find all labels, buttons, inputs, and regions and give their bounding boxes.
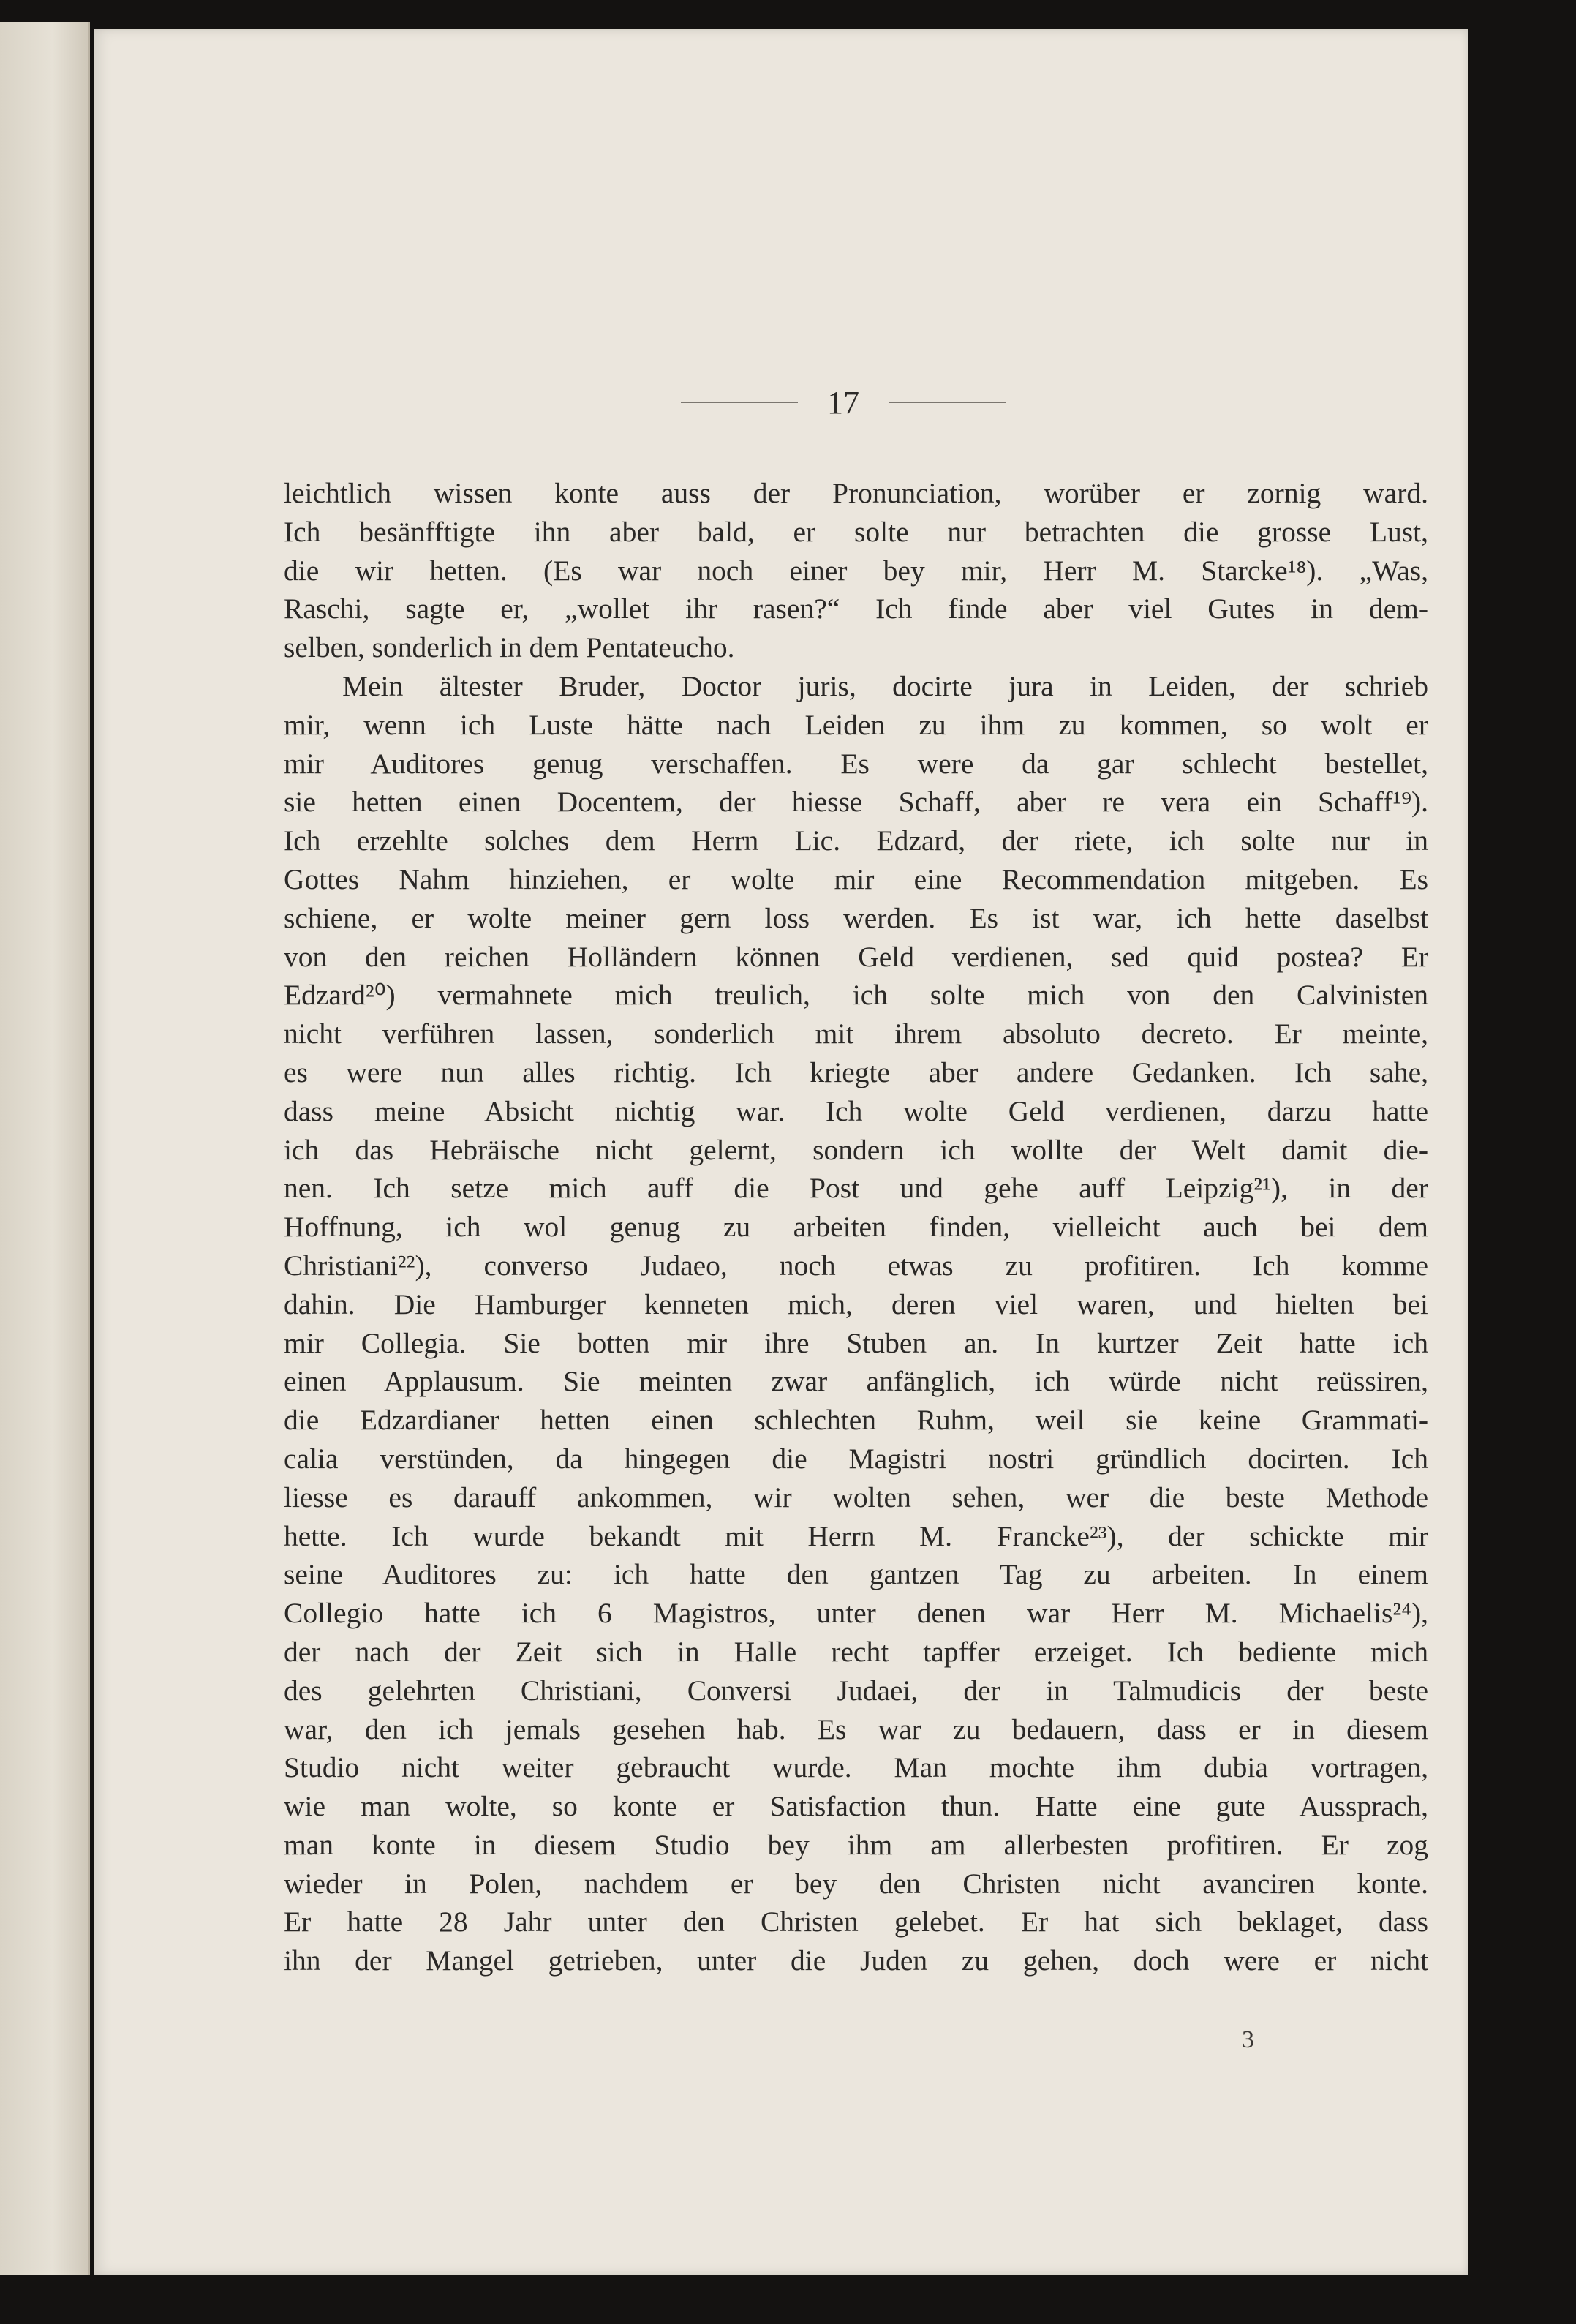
text-line: einen Applausum. Sie meinten zwar anfänglich, ich würde nicht reüssiren,: [284, 1365, 1428, 1398]
text-line: hette. Ich wurde bekandt mit Herrn M. Francke²³), der schickte mir: [284, 1519, 1428, 1552]
text-line: nen. Ich setze mich auff die Post und gehe auff Leipzig²¹), in der: [284, 1172, 1428, 1205]
text-line: mir Collegia. Sie botten mir ihre Stuben an. In kurtzer Zeit hatte ich: [284, 1326, 1428, 1359]
text-line: leichtlich wissen konte auss der Pronunciation, worüber er zornig ward.: [284, 477, 1428, 509]
text-line: es were nun alles richtig. Ich kriegte aber andere Gedanken. Ich sahe,: [284, 1056, 1428, 1088]
text-line: dass meine Absicht nichtig war. Ich wolte Geld verdienen, darzu hatte: [284, 1094, 1428, 1127]
text-line: mir Auditores genug verschaffen. Es were da gar schlecht bestellet,: [284, 747, 1428, 780]
text-line: Studio nicht weiter gebraucht wurde. Man mochte ihm dubia vortragen,: [284, 1751, 1428, 1784]
text-line: mir, wenn ich Luste hätte nach Leiden zu ihm zu kommen, so wolt er: [284, 708, 1428, 741]
text-line: liesse es darauff ankommen, wir wolten sehen, wer die beste Methode: [284, 1481, 1428, 1513]
text-line: Ich erzehlte solches dem Herrn Lic. Edzard, der riete, ich solte nur in: [284, 824, 1428, 857]
text-line: Raschi, sagte er, „wollet ihr rasen?“ Ich finde aber viel Gutes in dem-: [284, 593, 1428, 625]
text-line: Ich besänfftigte ihn aber bald, er solte nur betrachten die grosse Lust,: [284, 515, 1428, 548]
text-line: Er hatte 28 Jahr unter den Christen gelebet. Er hat sich beklaget, dass: [284, 1906, 1428, 1938]
book-page: [94, 29, 1468, 2275]
text-line: die Edzardianer hetten einen schlechten Ruhm, weil sie keine Grammati-: [284, 1404, 1428, 1437]
text-line: dahin. Die Hamburger kenneten mich, deren viel waren, und hielten bei: [284, 1287, 1428, 1320]
text-line: calia verstünden, da hingegen die Magistri nostri gründlich docirten. Ich: [284, 1442, 1428, 1475]
page-number: 17: [827, 384, 859, 421]
page-header: [606, 373, 1081, 432]
text-line: war, den ich jemals gesehen hab. Es war zu bedauern, dass er in diesem: [284, 1712, 1428, 1745]
header-rule-left: [681, 402, 798, 403]
text-line: Gottes Nahm hinziehen, er wolte mir eine Recommendation mitgeben. Es: [284, 862, 1428, 895]
body-text: [284, 474, 1428, 1980]
text-line: seine Auditores zu: ich hatte den gantzen Tag zu arbeiten. In einem: [284, 1558, 1428, 1591]
text-line: der nach der Zeit sich in Halle recht tapffer erzeiget. Ich bediente mich: [284, 1635, 1428, 1668]
text-line: ich das Hebräische nicht gelernt, sondern ich wollte der Welt damit die-: [284, 1133, 1428, 1166]
text-line: von den reichen Holländern können Geld verdienen, sed quid postea? Er: [284, 940, 1428, 973]
text-line: die wir hetten. (Es war noch einer bey mir, Herr M. Starcke¹⁸). „Was,: [284, 554, 1428, 587]
text-line: nicht verführen lassen, sonderlich mit ihrem absoluto decreto. Er meinte,: [284, 1018, 1428, 1050]
text-line: Hoffnung, ich wol genug zu arbeiten finden, vielleicht auch bei dem: [284, 1211, 1428, 1244]
text-line: wie man wolte, so konte er Satisfaction thun. Hatte eine gute Aussprach,: [284, 1790, 1428, 1823]
text-line: des gelehrten Christiani, Conversi Judaei, der in Talmudicis der beste: [284, 1674, 1428, 1707]
text-line: selben, sonderlich in dem Pentateucho.: [284, 631, 735, 664]
text-line: ihn der Mangel getrieben, unter die Juden zu gehen, doch were er nicht: [284, 1944, 1428, 1977]
signature-mark: 3: [1242, 2026, 1254, 2053]
text-line: wieder in Polen, nachdem er bey den Christen nicht avanciren konte.: [284, 1867, 1428, 1900]
facing-page-edge: [0, 22, 90, 2275]
text-line: sie hetten einen Docentem, der hiesse Schaff, aber re vera ein Schaff¹⁹).: [284, 786, 1428, 819]
text-line: Collegio hatte ich 6 Magistros, unter denen war Herr M. Michaelis²⁴),: [284, 1597, 1428, 1630]
text-line: man konte in diesem Studio bey ihm am allerbesten profitiren. Er zog: [284, 1828, 1428, 1861]
text-line: Mein ältester Bruder, Doctor juris, docirte jura in Leiden, der schrieb: [342, 669, 1428, 702]
text-line: Christiani²²), converso Judaeo, noch etwas zu profitiren. Ich komme: [284, 1249, 1428, 1282]
text-line: schiene, er wolte meiner gern loss werden. Es ist war, ich hette daselbst: [284, 901, 1428, 934]
text-line: Edzard²⁰) vermahnete mich treulich, ich solte mich von den Calvinisten: [284, 979, 1428, 1012]
header-rule-right: [889, 402, 1006, 403]
